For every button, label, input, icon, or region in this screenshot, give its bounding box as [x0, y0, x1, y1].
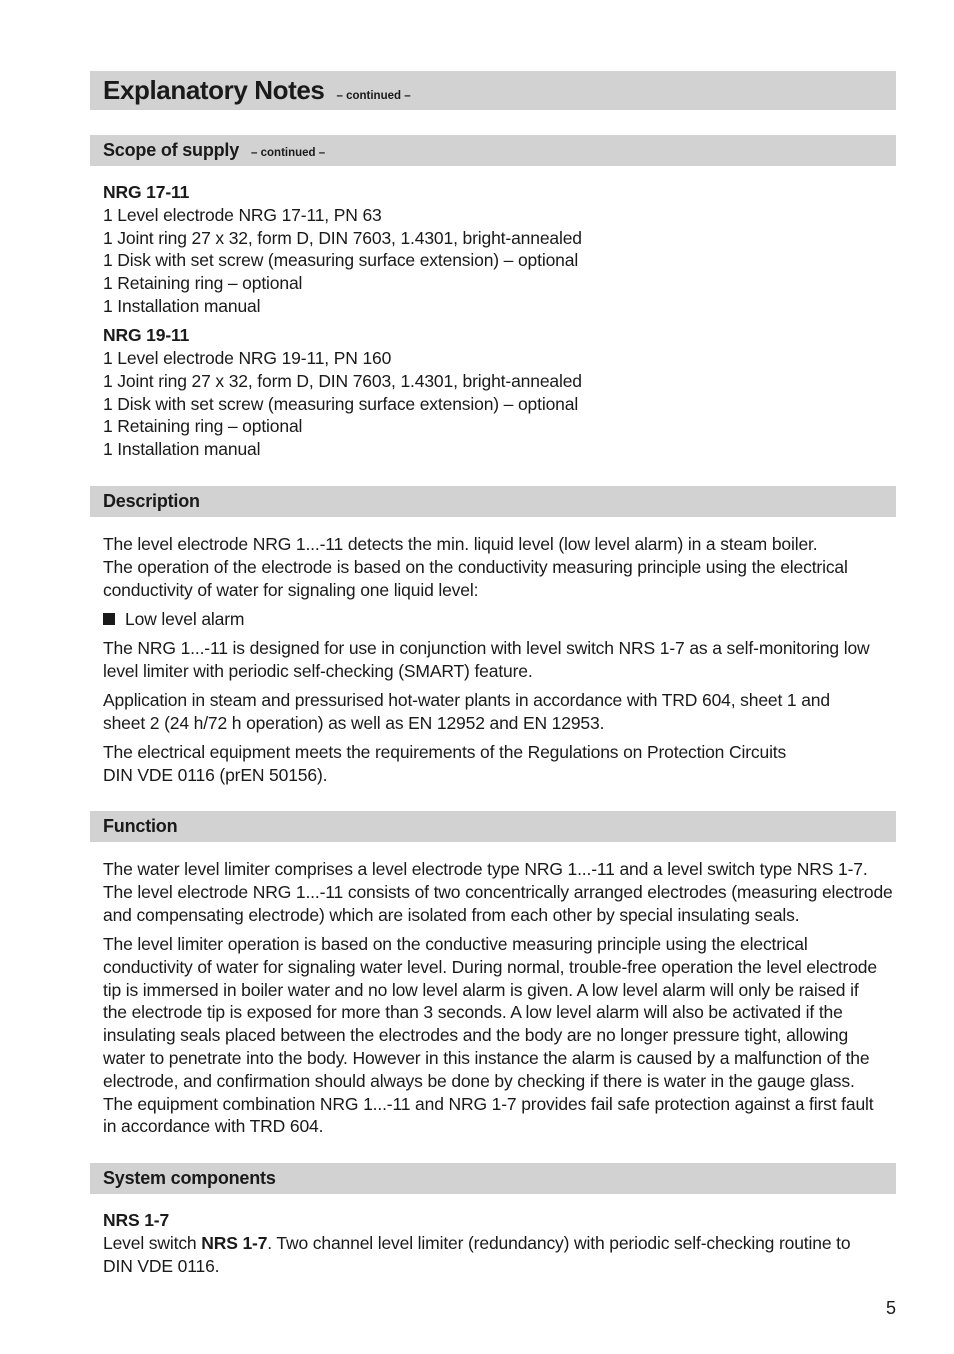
text-line: DIN VDE 0116 (prEN 50156). [103, 765, 328, 786]
page-content [90, 71, 896, 1277]
list-item: 1 Disk with set screw (measuring surface extension) – optional [103, 393, 579, 414]
text-line: sheet 2 (24 h/72 h operation) as well as EN 12952 and EN 12953. [103, 713, 605, 734]
text-suffix: . Two channel level limiter (redundancy) with periodic self-checking routine to [267, 1232, 851, 1253]
text-line: tip is immersed in boiler water and no low level alarm is given. A low level alarm will only be raised if [103, 979, 859, 1000]
section-system-title: System components [103, 1168, 276, 1189]
text-line: The electrical equipment meets the requirements of the Regulations on Protection Circuits [103, 742, 787, 763]
list-item: 1 Retaining ring – optional [103, 273, 303, 294]
text-line: conductivity of water for signaling one liquid level: [103, 579, 479, 600]
text-line: The level electrode NRG 1...-11 detects the min. liquid level (low level alarm) in a steam boiler. [103, 534, 818, 555]
page-title-continued: – continued – [336, 90, 411, 102]
text-line: Application in steam and pressurised hot-water plants in accordance with TRD 604, sheet 1 and [103, 690, 830, 711]
list-item: 1 Retaining ring – optional [103, 416, 303, 437]
description-body [90, 533, 896, 787]
text-prefix: Level switch [103, 1232, 202, 1253]
section-scope-header [90, 135, 896, 166]
section-function-title: Function [103, 816, 178, 837]
list-item: 1 Joint ring 27 x 32, form D, DIN 7603, 1.4301, bright-annealed [103, 227, 582, 248]
list-item: 1 Level electrode NRG 19-11, PN 160 [103, 348, 392, 369]
scope-group-title: NRG 17-11 [103, 182, 190, 202]
page-title-bar [90, 71, 896, 110]
list-item: 1 Disk with set screw (measuring surface extension) – optional [103, 250, 579, 271]
bullet-text: Low level alarm [125, 608, 245, 629]
section-scope-continued: – continued – [251, 147, 326, 159]
section-scope-title: Scope of supply [103, 140, 240, 160]
function-body [90, 858, 896, 1138]
text-line: The water level limiter comprises a level electrode type NRG 1...-11 and a level switch type NRS 1-7. [103, 859, 868, 880]
text-line: water to penetrate into the body. However in this instance the alarm is caused by a malfunction of the [103, 1047, 870, 1068]
text-line: The operation of the electrode is based on the conductivity measuring principle using the electrical [103, 556, 848, 577]
section-description-header [90, 486, 896, 517]
text-line [103, 1232, 896, 1255]
text-line: The level electrode NRG 1...-11 consists of two concentrically arranged electrodes (measuring electrode [103, 881, 893, 902]
list-item: 1 Installation manual [103, 295, 261, 316]
text-line: DIN VDE 0116. [103, 1255, 220, 1276]
section-description-title: Description [103, 491, 200, 512]
page-number: 5 [885, 1298, 896, 1318]
scope-body [90, 181, 896, 461]
text-line: the electrode tip is exposed for more than 3 seconds. A low level alarm will also be activated if the [103, 1002, 843, 1023]
list-item: 1 Installation manual [103, 439, 261, 460]
scope-group-title: NRG 19-11 [103, 325, 190, 346]
text-line: insulating seals placed between the electrodes and the body are no longer pressure tight, allowing [103, 1025, 849, 1046]
text-line: level limiter with periodic self-checking (SMART) feature. [103, 661, 533, 682]
list-item: 1 Level electrode NRG 17-11, PN 63 [103, 204, 382, 225]
text-bold: NRS 1-7 [201, 1232, 268, 1253]
section-function-header [90, 811, 896, 842]
text-line: conductivity of water for signaling water level. During normal, trouble-free operation the level electrode [103, 956, 877, 977]
text-line: The NRG 1...-11 is designed for use in conjunction with level switch NRS 1-7 as a self-monitoring low [103, 638, 870, 659]
section-system-header [90, 1163, 896, 1194]
text-line: The equipment combination NRG 1...-11 and NRG 1-7 provides fail safe protection against a first fault [103, 1093, 874, 1114]
page-title: Explanatory Notes [103, 75, 325, 105]
square-bullet-icon [103, 613, 115, 625]
system-body [90, 1209, 896, 1277]
text-line: in accordance with TRD 604. [103, 1116, 324, 1137]
text-line: and compensating electrode) which are isolated from each other by special insulating seals. [103, 904, 800, 925]
text-line: electrode, and confirmation should always be done by checking if there is water in the gauge glass. [103, 1070, 855, 1091]
text-line: The level limiter operation is based on the conductive measuring principle using the electrical [103, 933, 808, 954]
bullet-item [103, 608, 896, 631]
list-item: 1 Joint ring 27 x 32, form D, DIN 7603, 1.4301, bright-annealed [103, 370, 582, 391]
system-component-title: NRS 1-7 [103, 1210, 170, 1231]
